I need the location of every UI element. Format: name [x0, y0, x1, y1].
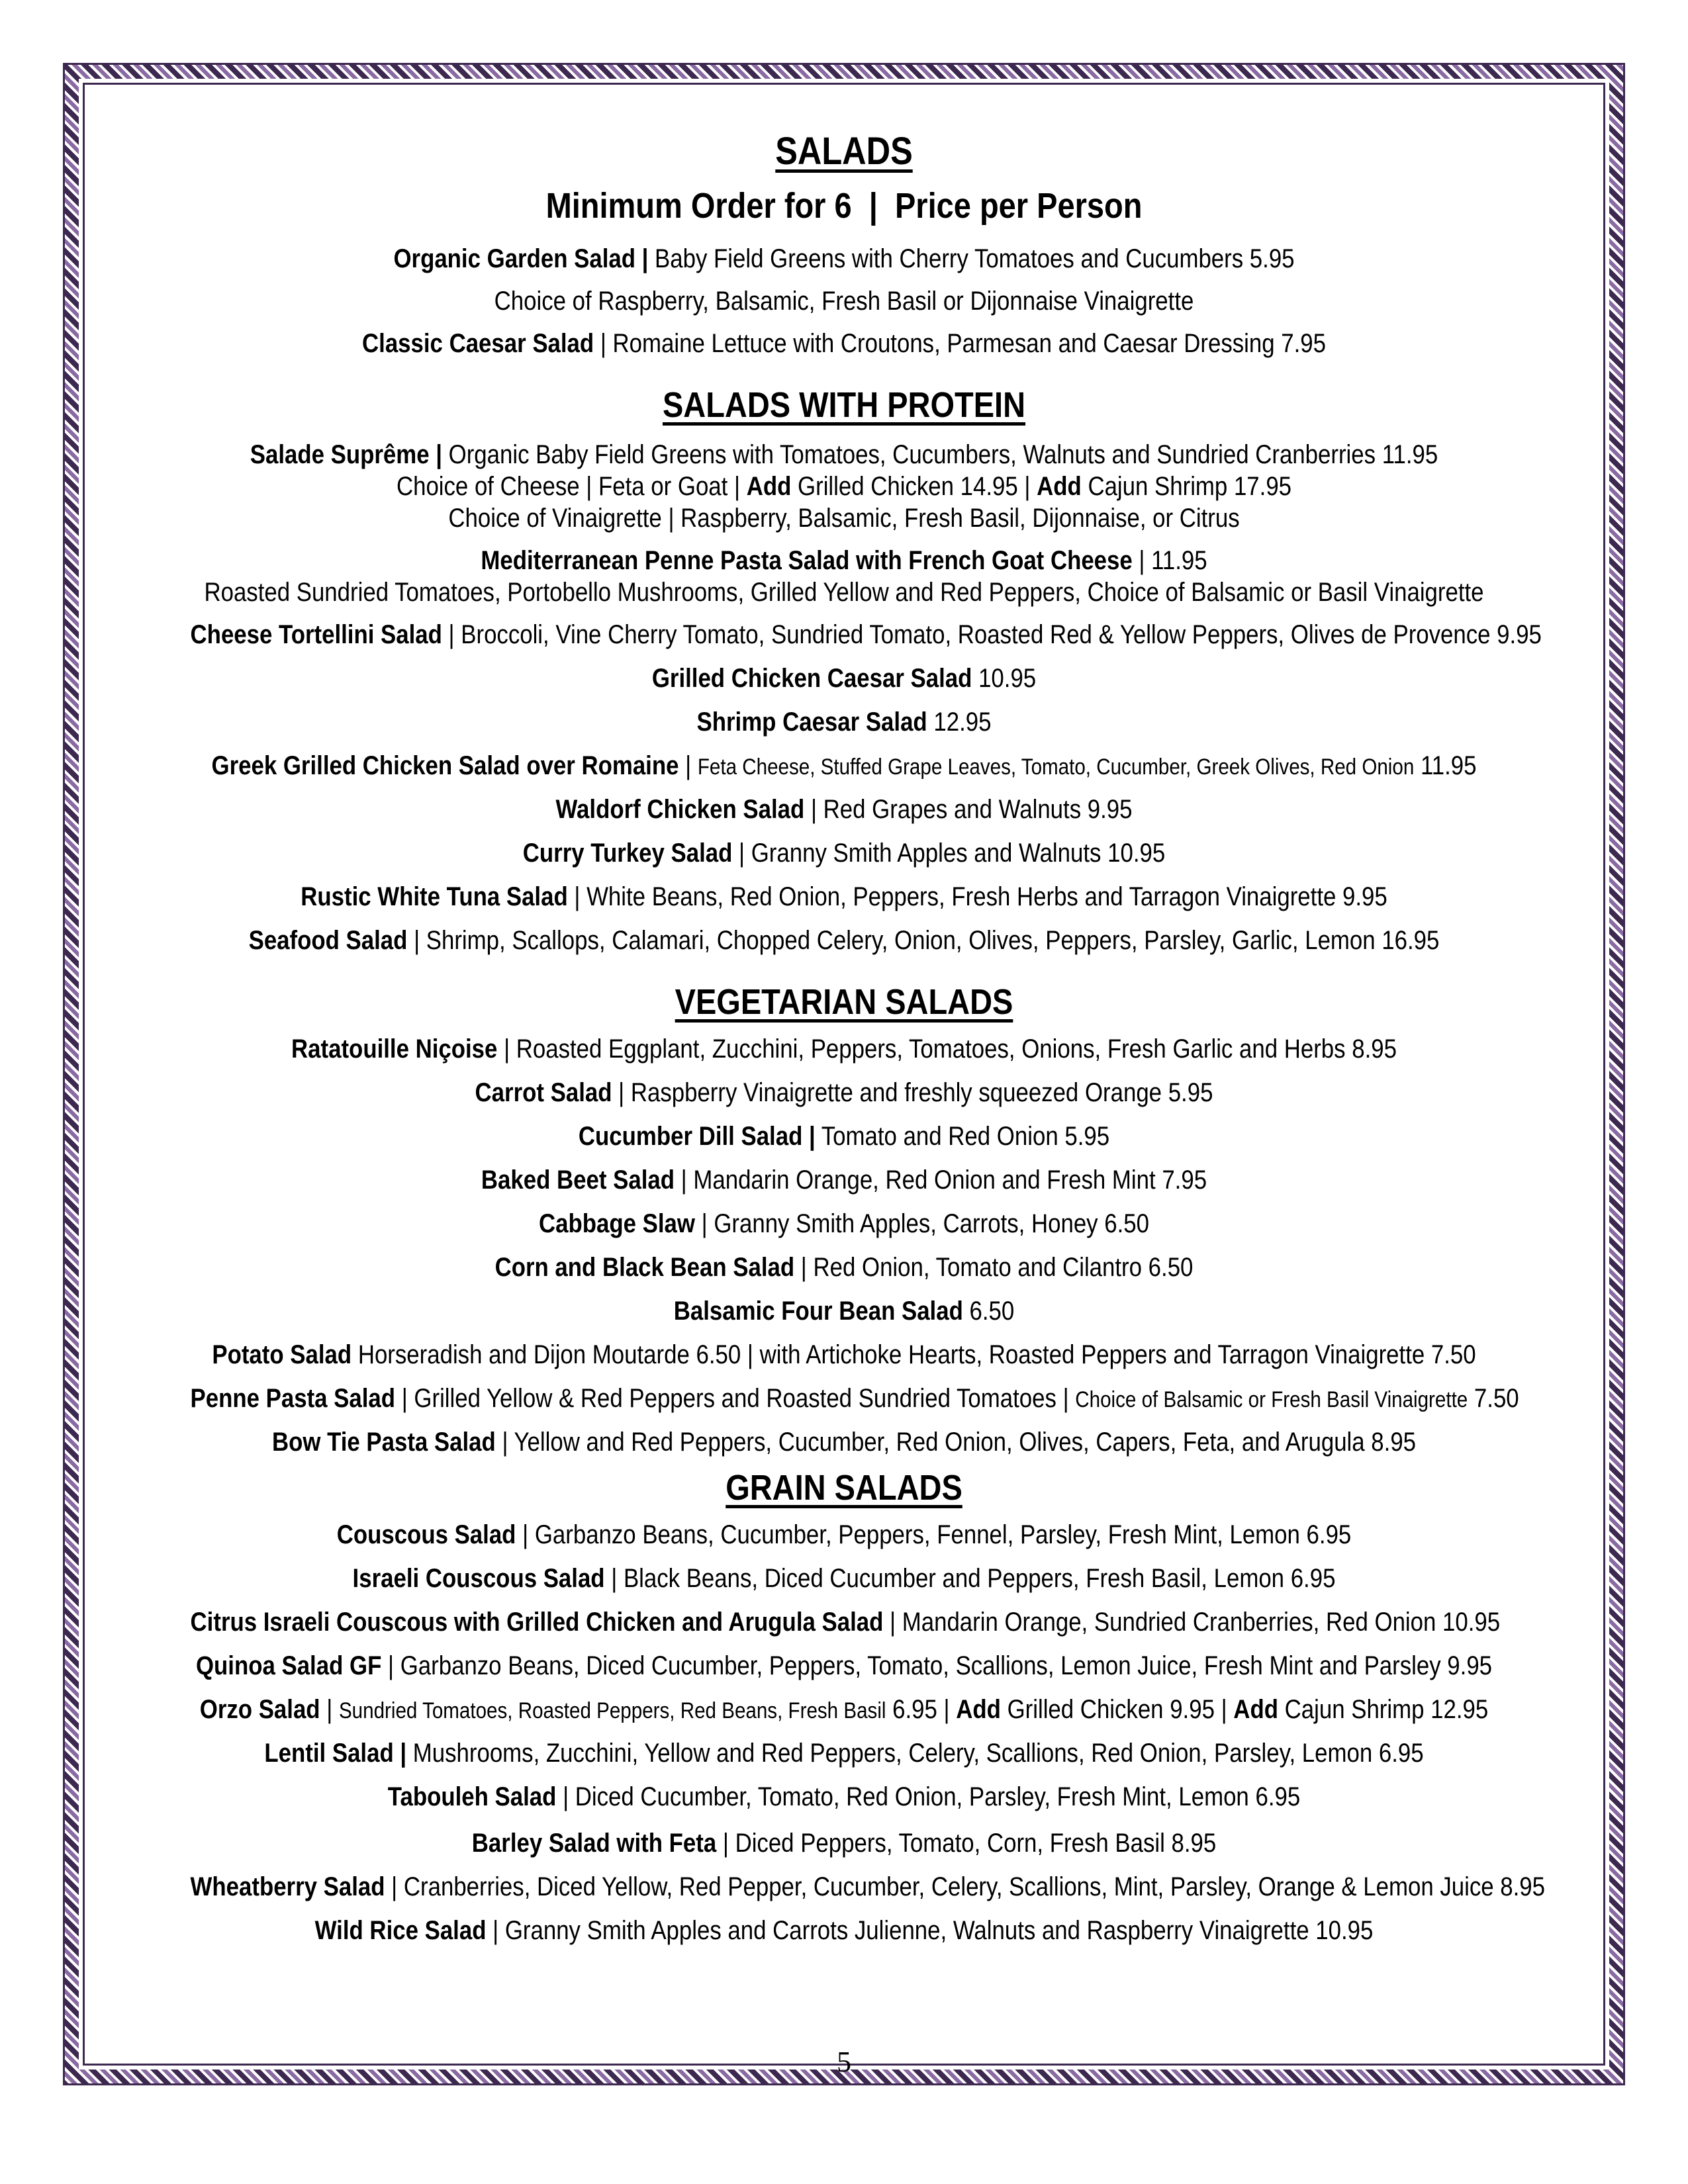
- item-name: Balsamic Four Bean Salad: [673, 1297, 963, 1326]
- item-desc: | Roasted Eggplant, Zucchini, Peppers, Tomatoes, Onions, Fresh Garlic and Herbs 8.95: [497, 1034, 1397, 1064]
- item-name: Salade Suprême |: [250, 440, 442, 470]
- section-title-vegetarian: VEGETARIAN SALADS: [675, 982, 1013, 1023]
- menu-item-four-bean: [191, 1298, 1498, 1324]
- add-label: Add: [746, 472, 792, 502]
- chicken-option: Grilled Chicken 9.95 |: [1000, 1695, 1234, 1725]
- menu-item-ratatouille: [191, 1036, 1498, 1062]
- penne-goat-desc: Roasted Sundried Tomatoes, Portobello Mushrooms, Grilled Yellow and Red Peppers, Choice of Balsamic or Basil Vinaigrette: [204, 578, 1484, 608]
- menu-item-garden-salad: [191, 246, 1498, 272]
- item-desc: Sundried Tomatoes, Roasted Peppers, Red Beans, Fresh Basil: [338, 1698, 886, 1724]
- menu-item-citrus-couscous: [190, 1608, 1501, 1637]
- menu-item-israeli-couscous: [191, 1565, 1498, 1592]
- item-desc: | Diced Peppers, Tomato, Corn, Fresh Basil 8.95: [716, 1829, 1217, 1858]
- item-name: Cabbage Slaw: [539, 1209, 695, 1239]
- item-name: Penne Pasta Salad: [190, 1384, 396, 1414]
- order-note: Minimum Order for 6 | Price per Person: [545, 186, 1143, 226]
- item-price: 12.95: [927, 707, 992, 737]
- item-desc: | Yellow and Red Peppers, Cucumber, Red Onion, Olives, Capers, Feta, and Arugula 8.95: [495, 1428, 1417, 1457]
- item-name: Wheatberry Salad: [190, 1872, 385, 1902]
- item-name: Lentil Salad |: [264, 1739, 407, 1768]
- item-name: Mediterranean Penne Pasta Salad with French Goat Cheese: [481, 546, 1133, 576]
- item-note: Choice of Balsamic or Fresh Basil Vinaigrette: [1075, 1387, 1468, 1413]
- item-name: Cucumber Dill Salad |: [578, 1122, 816, 1152]
- item-desc: | Romaine Lettuce with Croutons, Parmesan and Caesar Dressing 7.95: [594, 329, 1326, 359]
- menu-item-tabouleh: [191, 1784, 1498, 1810]
- menu-item-corn-bean: [191, 1254, 1498, 1281]
- item-desc: | Red Onion, Tomato and Cilantro 6.50: [794, 1253, 1194, 1283]
- item-name: Barley Salad with Feta: [471, 1829, 717, 1858]
- menu-item-tuna: [191, 884, 1498, 910]
- shrimp-option: Cajun Shrimp 12.95: [1278, 1695, 1489, 1725]
- item-name: Baked Beet Salad: [481, 1165, 675, 1195]
- menu-item-seafood: [191, 927, 1498, 954]
- menu-item-bow-tie: [191, 1429, 1498, 1455]
- item-name: Curry Turkey Salad: [522, 839, 733, 868]
- menu-item-greek-chicken: [191, 752, 1498, 779]
- item-desc: | Cranberries, Diced Yellow, Red Pepper, Cucumber, Celery, Scallions, Mint, Parsley, Orange & Lemon Juice 8.95: [385, 1872, 1545, 1902]
- menu-item-penne-goat: [191, 547, 1498, 574]
- item-name: Carrot Salad: [475, 1078, 612, 1108]
- separator: |: [679, 751, 698, 781]
- menu-item-shrimp-caesar: [191, 709, 1498, 735]
- item-name: Waldorf Chicken Salad: [555, 795, 805, 825]
- item-price: 6.50: [962, 1297, 1015, 1326]
- item-price: 11.95: [1414, 751, 1477, 781]
- menu-item-cucumber-dill: [191, 1123, 1498, 1150]
- supreme-vinaigrette-options: Choice of Vinaigrette | Raspberry, Balsamic, Fresh Basil, Dijonnaise, or Citrus: [448, 504, 1240, 533]
- item-name: Shrimp Caesar Salad: [696, 707, 927, 737]
- menu-item-barley: [191, 1830, 1498, 1856]
- menu-item-quinoa: [191, 1653, 1498, 1679]
- add-label: Add: [1037, 472, 1082, 502]
- item-name: Bow Tie Pasta Salad: [271, 1428, 496, 1457]
- item-name: Orzo Salad: [199, 1695, 320, 1725]
- item-desc: Organic Baby Field Greens with Tomatoes, Cucumbers, Walnuts and Sundried Cranberries 11.95: [442, 440, 1438, 470]
- menu-item-wild-rice: [191, 1917, 1498, 1944]
- item-desc: Mushrooms, Zucchini, Yellow and Red Peppers, Celery, Scallions, Red Onion, Parsley, Lemon 6.95: [406, 1739, 1424, 1768]
- section-title-salads: SALADS: [775, 130, 913, 173]
- item-desc: | Red Grapes and Walnuts 9.95: [804, 795, 1133, 825]
- item-name: Seafood Salad: [248, 926, 408, 956]
- item-price: 6.95 |: [886, 1695, 957, 1725]
- garden-dressing-note: Choice of Raspberry, Balsamic, Fresh Basil or Dijonnaise Vinaigrette: [494, 287, 1194, 316]
- cheese-choice: Choice of Cheese | Feta or Goat |: [396, 472, 747, 502]
- item-price: 10.95: [972, 664, 1037, 694]
- supreme-cheese-options: [191, 473, 1498, 500]
- separator: |: [320, 1695, 339, 1725]
- item-desc: | Raspberry Vinaigrette and freshly squeezed Orange 5.95: [612, 1078, 1213, 1108]
- item-name: Grilled Chicken Caesar Salad: [651, 664, 972, 694]
- item-name: Corn and Black Bean Salad: [494, 1253, 795, 1283]
- item-name: Quinoa Salad GF: [195, 1651, 382, 1681]
- item-desc: Horseradish and Dijon Moutarde 6.50 | with Artichoke Hearts, Roasted Peppers and Tarragon Vinaigrette 7.50: [352, 1340, 1476, 1370]
- item-desc: | Garbanzo Beans, Cucumber, Peppers, Fennel, Parsley, Fresh Mint, Lemon 6.95: [516, 1520, 1352, 1550]
- menu-item-tortellini: [190, 620, 1542, 650]
- menu-item-beet: [191, 1167, 1498, 1193]
- item-price: | 11.95: [1132, 546, 1207, 576]
- item-desc: Baby Field Greens with Cherry Tomatoes and Cucumbers 5.95: [648, 244, 1295, 274]
- item-name: Israeli Couscous Salad: [352, 1564, 605, 1594]
- page-number: 5: [837, 2046, 851, 2078]
- add-label: Add: [1233, 1695, 1278, 1725]
- item-name: Wild Rice Salad: [314, 1916, 487, 1946]
- menu-item-wheatberry: [190, 1872, 1545, 1902]
- menu-item-orzo: [191, 1696, 1498, 1723]
- item-desc: Feta Cheese, Stuffed Grape Leaves, Tomato, Cucumber, Greek Olives, Red Onion: [697, 754, 1415, 780]
- item-name: Cheese Tortellini Salad: [190, 620, 442, 650]
- item-desc: | Broccoli, Vine Cherry Tomato, Sundried Tomato, Roasted Red & Yellow Peppers, Olives de Provence 9.95: [442, 620, 1542, 650]
- menu-item-couscous: [191, 1522, 1498, 1548]
- menu-item-curry-turkey: [191, 840, 1498, 866]
- item-desc: | Garbanzo Beans, Diced Cucumber, Peppers, Tomato, Scallions, Lemon Juice, Fresh Mint and Parsley 9.95: [381, 1651, 1493, 1681]
- item-desc: | Grilled Yellow & Red Peppers and Roasted Sundried Tomatoes |: [395, 1384, 1076, 1414]
- menu-content: [190, 130, 1545, 1946]
- item-desc: | Shrimp, Scallops, Calamari, Chopped Celery, Onion, Olives, Peppers, Parsley, Garlic, Lemon 16.95: [407, 926, 1440, 956]
- chicken-option: Grilled Chicken 14.95 |: [791, 472, 1037, 502]
- item-desc: | White Beans, Red Onion, Peppers, Fresh Herbs and Tarragon Vinaigrette 9.95: [567, 882, 1387, 912]
- menu-item-potato: [191, 1342, 1498, 1368]
- item-desc: | Mandarin Orange, Red Onion and Fresh Mint 7.95: [674, 1165, 1207, 1195]
- item-name: Citrus Israeli Couscous with Grilled Chicken and Arugula Salad: [190, 1608, 884, 1637]
- item-desc: | Granny Smith Apples and Carrots Julienne, Walnuts and Raspberry Vinaigrette 10.95: [486, 1916, 1374, 1946]
- menu-item-salade-supreme: [191, 441, 1498, 468]
- item-name: Ratatouille Niçoise: [291, 1034, 498, 1064]
- item-name: Greek Grilled Chicken Salad over Romaine: [211, 751, 679, 781]
- item-desc: | Granny Smith Apples and Walnuts 10.95: [732, 839, 1166, 868]
- item-name: Rustic White Tuna Salad: [301, 882, 568, 912]
- add-label: Add: [956, 1695, 1001, 1725]
- menu-item-waldorf: [191, 796, 1498, 823]
- item-name: Organic Garden Salad |: [393, 244, 649, 274]
- menu-item-cabbage-slaw: [191, 1210, 1498, 1237]
- item-desc: | Granny Smith Apples, Carrots, Honey 6.50: [694, 1209, 1149, 1239]
- menu-item-carrot: [191, 1079, 1498, 1106]
- menu-item-penne-pasta: [190, 1384, 1519, 1414]
- item-desc: | Black Beans, Diced Cucumber and Peppers, Fresh Basil, Lemon 6.95: [604, 1564, 1336, 1594]
- menu-item-lentil: [191, 1740, 1498, 1766]
- menu-item-chicken-caesar: [191, 665, 1498, 692]
- section-title-protein: SALADS WITH PROTEIN: [662, 385, 1026, 426]
- item-name: Couscous Salad: [336, 1520, 516, 1550]
- item-name: Potato Salad: [212, 1340, 352, 1370]
- section-title-grain: GRAIN SALADS: [726, 1468, 962, 1508]
- menu-item-caesar-salad: [191, 330, 1498, 357]
- item-name: Tabouleh Salad: [387, 1782, 557, 1812]
- shrimp-option: Cajun Shrimp 17.95: [1081, 472, 1292, 502]
- item-desc: Tomato and Red Onion 5.95: [815, 1122, 1110, 1152]
- item-desc: | Mandarin Orange, Sundried Cranberries, Red Onion 10.95: [883, 1608, 1501, 1637]
- item-name: Classic Caesar Salad: [362, 329, 594, 359]
- item-price: 7.50: [1468, 1384, 1519, 1414]
- item-desc: | Diced Cucumber, Tomato, Red Onion, Parsley, Fresh Mint, Lemon 6.95: [556, 1782, 1301, 1812]
